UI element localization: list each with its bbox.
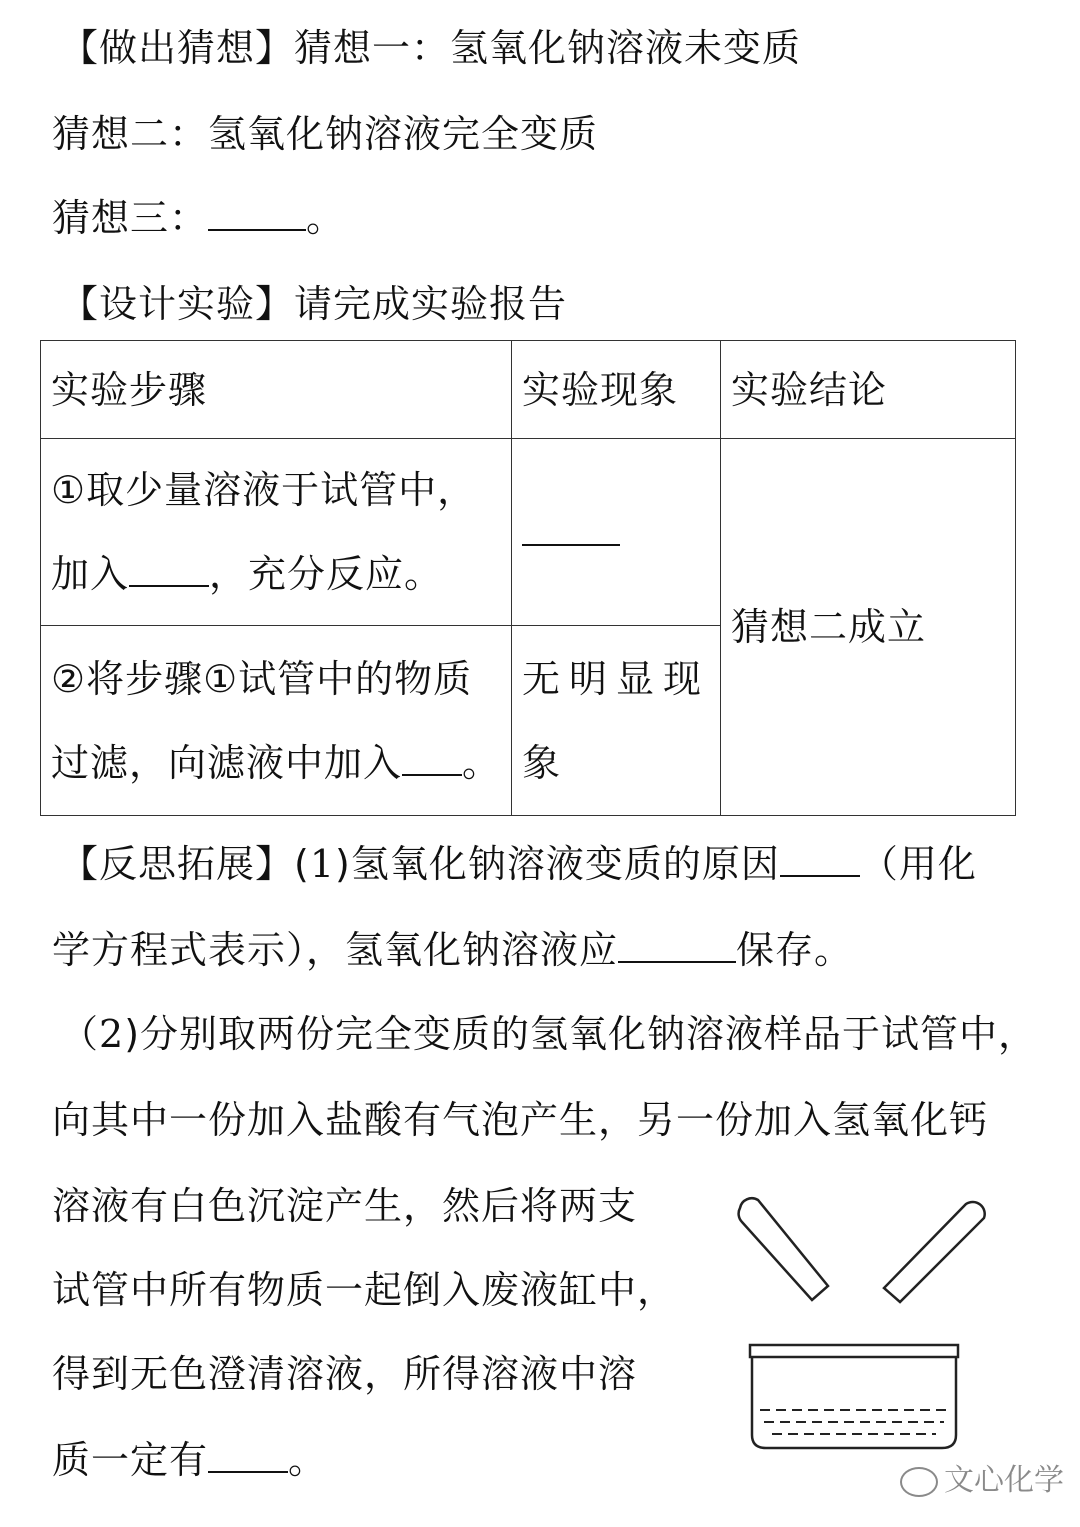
header-phenomenon: 实验现象 [512,341,721,439]
hypothesis-three: 猜想三： [52,196,209,240]
hypothesis-two: 猜想二：氢氧化钠溶液完全变质 [52,112,599,156]
watermark: 文心化学 [900,1455,1064,1499]
section-heading: 【做出猜想】 [60,26,295,70]
answer-blank[interactable] [618,931,736,963]
phenomenon-1-cell [512,439,721,626]
wechat-icon [900,1467,938,1497]
answer-blank[interactable] [402,744,462,776]
step-2-cell: ②将步骤①试管中的物质 过滤，向滤液中加入 。 [41,626,512,816]
header-conclusion: 实验结论 [721,341,1016,439]
conclusion-cell: 猜想二成立 [721,439,1016,816]
phenomenon-2-cell: 无明显现 象 [512,626,721,816]
hypothesis-line-1 [60,26,801,70]
answer-blank[interactable] [780,845,860,877]
hypothesis-one: 猜想一：氢氧化钠溶液未变质 [294,26,802,70]
right-test-tube-icon [884,1202,985,1302]
answer-blank[interactable] [129,555,209,587]
hypothesis-line-3: 猜想三： 。 [52,196,346,240]
reflection-line-5: 溶液有白色沉淀产生，然后将两支 [52,1184,638,1228]
table-header-row [41,341,1016,439]
reflection-line-6: 试管中所有物质一起倒入废液缸中， [52,1268,677,1312]
answer-blank[interactable] [208,1441,288,1473]
step-1-cell: ①取少量溶液于试管中， 加入 ，充分反应。 [41,439,512,626]
reflection-line-2: 学方程式表示），氢氧化钠溶液应 保存。 [52,928,854,972]
waste-tank-icon [750,1345,958,1448]
reflection-line-3: （2)分别取两份完全变质的氢氧化钠溶液样品于试管中， [60,1012,1038,1056]
hypothesis-line-2 [52,112,598,156]
reflection-line-4: 向其中一份加入盐酸有气泡产生，另一份加入氢氧化钙 [52,1098,989,1142]
left-test-tube-icon [739,1198,828,1300]
table-row [41,439,1016,626]
reflection-line-1: 【反思拓展】(1)氢氧化钠溶液变质的原因 （用化 [60,842,977,886]
header-steps: 实验步骤 [41,341,512,439]
reflection-line-8: 质一定有 。 [52,1438,328,1482]
design-heading: 【设计实验】请完成实验报告 [60,282,568,326]
answer-blank[interactable] [208,199,306,231]
answer-blank[interactable] [522,514,620,546]
experiment-report-table [40,340,1016,816]
test-tubes-waste-tank-illustration [720,1190,1000,1460]
reflection-line-7: 得到无色澄清溶液，所得溶液中溶 [52,1352,638,1396]
